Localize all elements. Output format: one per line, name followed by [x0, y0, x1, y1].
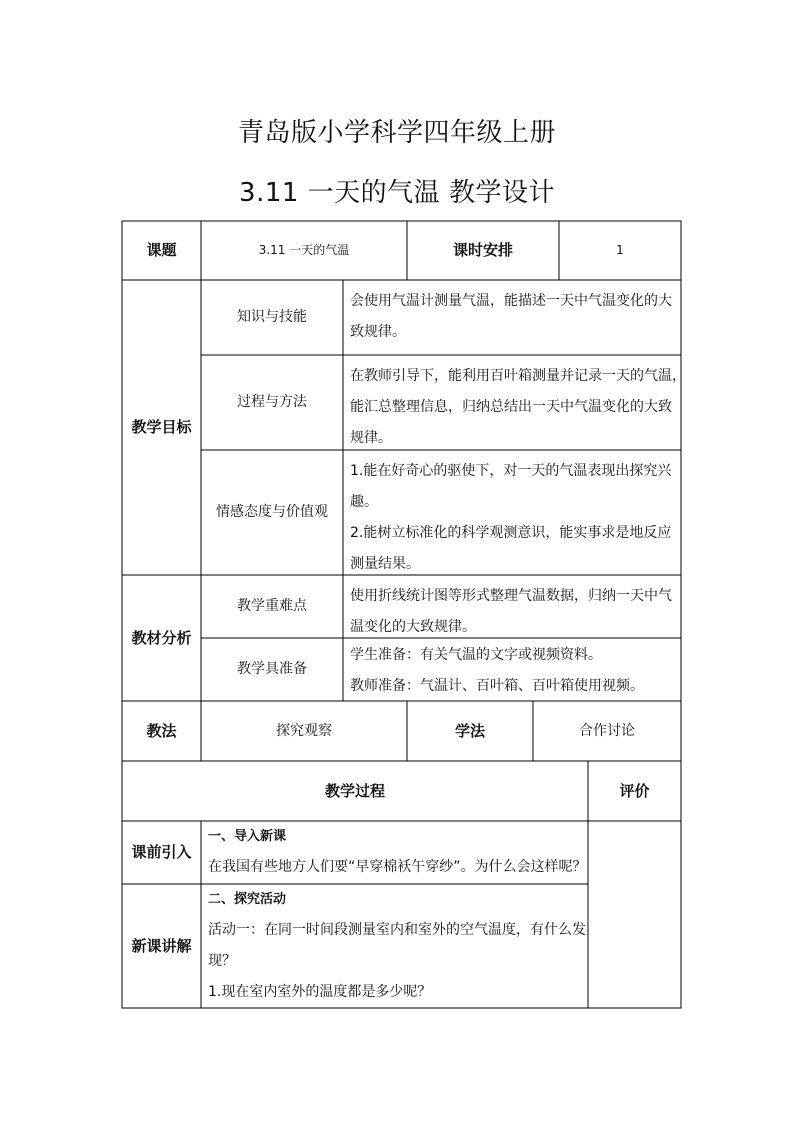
teach-method-value: 探究观察: [276, 722, 332, 739]
teach-method-label: 教法: [146, 721, 177, 740]
learn-method-label: 学法: [454, 721, 485, 740]
document-subtitle: 3.11 一天的气温 教学设计: [239, 178, 555, 208]
learn-method-value: 合作讨论: [579, 722, 635, 739]
text-line: 2.能树立标准化的科学观测意识，能实事求是地反应: [350, 525, 672, 541]
process-header: 教学过程: [324, 781, 385, 800]
text-line: 测量结果。: [350, 556, 420, 572]
schedule-value: 1: [616, 243, 624, 257]
goal-knowledge-label: 知识与技能: [237, 309, 307, 325]
goal-process-text: [343, 355, 686, 450]
text-line: 能汇总整理信息，归纳总结出一天中气温变化的大致: [350, 399, 672, 415]
text-line: 活动一：在同一时间段测量室内和室外的空气温度，有什么发: [208, 922, 586, 938]
evaluation-header: 评价: [619, 781, 650, 800]
section-heading: 一、导入新课: [208, 829, 287, 844]
material-difficulty-label: 教学重难点: [237, 598, 307, 614]
new-lesson-label: 新课讲解: [131, 936, 192, 955]
text-line: 现？: [208, 953, 236, 969]
text-line: 学生准备：有关气温的文字或视频资料。: [350, 647, 602, 663]
new-lesson-text: [201, 884, 588, 1008]
goals-label: 教学目标: [131, 418, 192, 436]
text-line: 规律。: [350, 430, 392, 446]
text-line: 温变化的大致规律。: [350, 619, 476, 635]
topic-value: 3.11 一天的气温: [258, 243, 350, 257]
schedule-label: 课时安排: [452, 241, 513, 259]
text-line: 使用折线统计图等形式整理气温数据，归纳一天中气: [350, 588, 672, 604]
text-line: 在教师引导下，能利用百叶箱测量并记录一天的气温，: [350, 368, 686, 384]
text-line: 致规律。: [350, 324, 406, 340]
text-line: 在我国有些地方人们要“早穿棉袄午穿纱”。为什么会这样呢？: [208, 859, 587, 875]
intro-label: 课前引入: [131, 843, 192, 861]
document-title: 青岛版小学科学四年级上册: [237, 118, 556, 148]
goal-attitude-text: [343, 450, 681, 575]
text-line: 1.现在室内室外的温度都是多少呢？: [208, 984, 432, 1000]
text-line: 1.能在好奇心的驱使下，对一天的气温表现出探究兴: [350, 463, 672, 479]
materials-label: 教材分析: [131, 628, 192, 647]
material-difficulty-text: [343, 575, 681, 638]
section-heading: 二、探究活动: [208, 892, 287, 907]
goal-attitude-label: 情感态度与价值观: [216, 504, 328, 520]
text-line: 趣。: [350, 494, 378, 510]
text-line: 教师准备：气温计、百叶箱、百叶箱使用视频。: [350, 678, 644, 694]
material-prep-label: 教学具准备: [237, 661, 307, 677]
material-prep-text: [343, 638, 681, 701]
goal-knowledge-text: [343, 280, 681, 355]
intro-text: [201, 821, 588, 884]
text-line: 会使用气温计测量气温，能描述一天中气温变化的大: [350, 293, 672, 309]
goal-process-label: 过程与方法: [237, 394, 307, 410]
topic-label: 课题: [146, 241, 177, 259]
